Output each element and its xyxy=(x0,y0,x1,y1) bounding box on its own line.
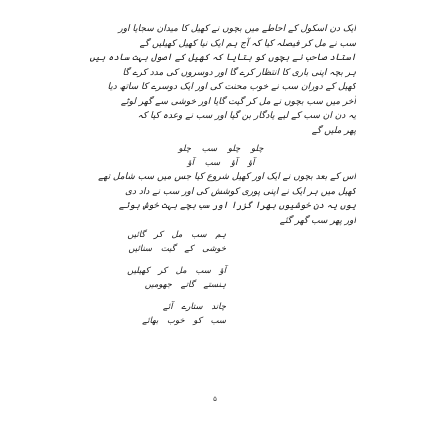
paragraph-line: ہر بچہ اپنی باری کا انتظار کرے گا اور دوسروں کی مدد کرے گا xyxy=(122,67,356,78)
verse-line: خوشی کے گیت سنائیں xyxy=(128,244,226,254)
verse-group-3 xyxy=(86,300,356,328)
verse-line: آؤ سب مل کر کھیلیں xyxy=(127,266,226,276)
paragraph-line: کھیل میں ہر ایک نے اپنی پوری کوشش کی اور سب نے داد دی xyxy=(124,186,356,197)
verse-line: آؤ آؤ سب آؤ xyxy=(187,158,255,168)
verse-line: ہنستے گاتے جھومیں xyxy=(144,280,226,290)
paragraph-line: استاد صاحب نے بچوں کو بتایا کہ کھیل کے اصول بہت سادہ ہیں xyxy=(89,53,356,63)
paragraph-line: سب نے مل کر فیصلہ کیا کہ آج ہم ایک نیا کھیل کھیلیں گے xyxy=(139,38,356,49)
paragraph-line: یوں یہ دن خوشیوں بھرا گزرا اور سب بچے بہت خوش ہوئے xyxy=(118,201,356,211)
verse-group-2 xyxy=(86,264,356,292)
verse-line: چاند ستارے آئے xyxy=(162,302,226,312)
verse-line: سب کو خوب بھائے xyxy=(142,316,226,326)
paragraph-line: آخر میں سب بچوں نے مل کر گیت گایا اور خوشی سے گھر لوٹے xyxy=(120,96,356,107)
page-number: ۵ xyxy=(213,395,217,403)
verse-1 xyxy=(86,142,356,170)
paragraph-2 xyxy=(86,170,356,228)
paragraph-line: ایک دن اسکول کے احاطے میں بچوں نے کھیل کا میدان سجایا اور xyxy=(118,24,356,34)
text-block xyxy=(86,22,356,328)
paragraph-1 xyxy=(86,22,356,138)
verse-line: چلو چلو سب چلو xyxy=(178,144,264,154)
verse-group-1 xyxy=(86,228,356,256)
paragraph-line: اس کے بعد بچوں نے ایک اور کھیل شروع کیا جس میں سب شامل تھے xyxy=(98,172,356,182)
paragraph-line: یہ دن ان سب کے لیے یادگار بن گیا اور سب نے وعدہ کیا کہ xyxy=(137,111,356,121)
verse-line: ہم سب مل کر گائیں xyxy=(127,230,226,240)
paragraph-line: پھر ملیں گے xyxy=(311,125,356,136)
paragraph-line: اور پھر سب گھر گئے xyxy=(279,215,356,226)
paragraph-line: کھیل کے دوران سب نے خوب محنت کی اور ایک دوسرے کا ساتھ دیا xyxy=(107,82,356,92)
